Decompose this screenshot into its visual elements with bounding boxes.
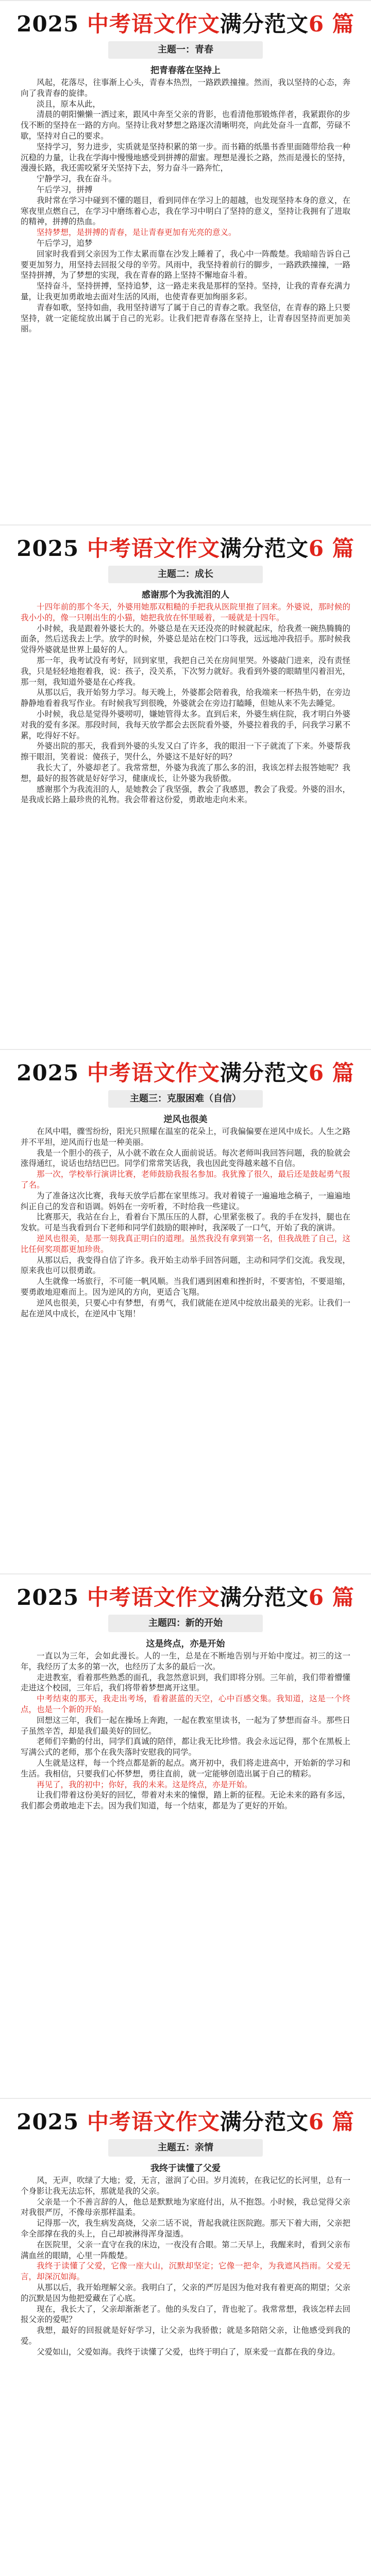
header-black-text: 满分范文: [220, 11, 309, 37]
header-count: 6 篇: [308, 2109, 355, 2134]
header-black-text: 满分范文: [220, 2109, 309, 2134]
highlighted-paragraph: 中考结束的那天，我走出考场，看着湛蓝的天空，心中百感交集。我知道，这是一个终点，也是一个新的开始。: [21, 1694, 350, 1714]
paragraph: 午后学习，拼搏: [37, 184, 93, 194]
essay-body: [21, 1651, 350, 1811]
paragraph: 宁静学习，我在奋斗。: [37, 174, 117, 184]
essay-page: [0, 1049, 371, 1573]
paragraph: 人生就像一场旅行，不可能一帆风顺。当我们遇到困难和挫折时，不要害怕，不要退缩，要勇敢地迎难而上。因为逆风的方向，更适合飞翔。: [21, 1277, 350, 1297]
paragraph: 坚持奋斗，坚持拼搏，坚持追梦，这一路走来我是那样的坚持。坚持，让我的青春充满力量，让我更加勇敢地去面对生活的风雨，也使青春更加绚丽多彩。: [21, 281, 350, 301]
essay-title: 这是终点，亦是开始: [146, 1639, 225, 1649]
paragraph: 我是一个胆小的孩子，从小就不敢在众人面前说话。每次老师叫我回答问题，我的脸就会涨得通红，说话也结结巴巴。同学们常常笑话我，我也因此变得越来越不自信。: [21, 1148, 350, 1168]
header-red-text: 中考语文作文: [87, 2109, 220, 2134]
essay-page: [0, 1573, 371, 2098]
header-black-text: 满分范文: [220, 536, 309, 561]
highlighted-paragraph: 十四年前的那个冬天，外婆用她那双粗糙的手把我从医院里抱了回来。外婆说，那时候的我小小的，像一只刚出生的小猫，她把我放在怀里暖着，一暖就是十四年。: [21, 602, 350, 622]
paragraph: 青春如歌，坚持如曲，我用坚持谱写了属于自己的青春之歌。我坚信，在青春的路上只要坚持，就一定能绽放出属于自己的光彩。让我们把青春落在坚持上，让青春因坚持而更加美丽。: [21, 302, 350, 334]
paragraph: 风，无声，吹绿了大地；爱，无言，滋润了心田。岁月流转，在我记忆的长河里，总有一个身影让我无法忘怀，那就是我的父亲。: [21, 2176, 350, 2196]
paragraph: 小时候，我总是觉得外婆唠叨，嫌她管得太多。直到后来，外婆生病住院，我才明白外婆对我的爱有多深。那段时间，我每天放学都会去医院看外婆，外婆拉着我的手，问我学习累不累，吃得好不好。: [21, 709, 350, 740]
paragraph: 回想这三年，我们一起在操场上奔跑，一起在教室里读书，一起为了梦想而奋斗。那些日子虽然辛苦，却是我们最美好的回忆。: [21, 1715, 350, 1736]
header-count: 6 篇: [308, 536, 355, 561]
header-year: 2025: [16, 11, 79, 37]
highlighted-paragraph: 再见了，我的初中；你好，我的未来。这是终点，亦是开始。: [37, 1780, 252, 1789]
paragraph: 小时候，我是跟着外婆长大的。外婆总是在天还没亮的时候就起床，给我煮一碗热腾腾的面条，然后送我去上学。放学的时候，外婆总是站在校门口等我，远远地冲我招手。那时候我觉得外婆就是世界上最好的人。: [21, 623, 350, 655]
header-black-text: 满分范文: [220, 1060, 309, 1086]
header-red-text: 中考语文作文: [87, 1060, 220, 1086]
header-count: 6 篇: [308, 1060, 355, 1086]
paragraph: 我想，最好的回报就是好好学习，让父亲为我骄傲；就是多陪陪父亲，让他感受到我的爱。: [21, 2326, 350, 2346]
highlighted-paragraph: 逆风也很美，是那一刻我真正明白的道理。虽然我没有拿到第一名，但我战胜了自己，这比任何奖项都更加珍贵。: [21, 1233, 350, 1254]
essay-title: 感谢那个为我流泪的人: [142, 590, 229, 600]
header-red-text: 中考语文作文: [87, 536, 220, 561]
paragraph: 一直以为三年，会如此漫长。人的一生，总是在不断地告别与开始中度过。初三的这一年，我经历了太多的第一次，也经历了太多的最后一次。: [21, 1651, 350, 1671]
header-count: 6 篇: [308, 11, 355, 37]
paragraph: 为了准备这次比赛，我每天放学后都在家里练习。我对着镜子一遍遍地念稿子，一遍遍地纠正自己的发音和语调。妈妈在一旁听着，不时给我一些建议。: [21, 1191, 350, 1211]
paragraph: 从那以后，我开始理解父亲。我明白了，父亲的严厉是因为他对我有着更高的期望；父亲的沉默是因为他把爱藏在了心底。: [21, 2282, 350, 2303]
paragraph: 外婆出院的那天，我看到外婆的头发又白了许多，我的眼泪一下子就流了下来。外婆帮我擦干眼泪，笑着说：傻孩子，哭什么，外婆这不是好好的吗？: [21, 741, 350, 762]
paragraph: 老师们辛勤的付出，同学们真诚的陪伴，都让我无比珍惜。我会永远记得，那个在黑板上写满公式的老师，那个在我失落时安慰我的同学。: [21, 1737, 350, 1757]
paragraph: 在医院里，父亲一直守在我的床边，一夜没有合眼。第二天早上，我醒来时，看到父亲布满血丝的眼睛，心里一阵酸楚。: [21, 2240, 350, 2260]
essay-title: 把青春落在坚持上: [150, 65, 221, 76]
header-black-text: 满分范文: [220, 1585, 309, 1610]
header-year: 2025: [16, 1060, 79, 1086]
paragraph: 人生就是这样，每一个终点都是新的起点。离开初中，我们将走进高中，开始新的学习和生活。我相信，只要我们心怀梦想，勇往直前，就一定能够创造出属于自己的精彩。: [21, 1758, 350, 1778]
paragraph: 比赛那天，我站在台上，看着台下黑压压的人群，心里紧张极了。我的手在发抖，腿也在发软。可是当我看到台下老师和同学们鼓励的眼神时，我深吸了一口气，开始了我的演讲。: [21, 1212, 350, 1233]
paragraph: 午后学习，追梦: [37, 238, 93, 248]
paragraph: 坚持学习，努力进步，实质就是坚持积累的第一步。而书籍的纸墨书香里面随带给我一种沉稳的力量，让我在学海中慢慢地感受到拼搏的甜蜜。理想是漫长之路，然而是漫长的坚持，漫漫长路，我还需咬紧牙关坚持下去，努力奋斗一路奔忙，: [21, 142, 350, 173]
header-red-text: 中考语文作文: [87, 1585, 220, 1610]
essay-body: [21, 1126, 350, 1319]
paragraph: 从那以后，我变得自信了许多。我开始主动举手回答问题，主动和同学们交流。我发现，原来我也可以很勇敢。: [21, 1255, 350, 1276]
paragraph: 走进教室，看着那些熟悉的面孔，我忽然意识到，我们即将分别。三年前，我们带着懵懂走进这个校园，三年后，我们将带着梦想离开这里。: [21, 1672, 350, 1693]
paragraph: 清晨的朝阳懒懒一洒过来，跟风中奔至父亲的背影，也看清他那锻炼伴者，我紧跟你的步伐不断的坚持在一路的方向。坚持让我对梦想之路逐次清晰明亮，向此处奋斗一直都，劳碌不歇，坚持对自己的要求。: [21, 110, 350, 141]
page-header: [0, 1056, 371, 1087]
paragraph: 风起，花落尽，往事渐上心头，青春本热烈，一路跌跌撞撞。然而，我以坚持的心态，奔向了我青春的旋律。: [21, 78, 350, 98]
paragraph: 淡且，原本从此，: [37, 99, 101, 109]
essay-page: [0, 2098, 371, 2576]
header-year: 2025: [16, 536, 79, 561]
paragraph: 从那以后，我开始努力学习。每天晚上，外婆都会陪着我，给我端来一杯热牛奶，在旁边静静地看着我写作业。有时候我写到很晚，外婆就会在旁边打瞌睡，但她从来不先去睡觉。: [21, 688, 350, 708]
header-count: 6 篇: [308, 1585, 355, 1610]
highlighted-paragraph: 那一次，学校举行演讲比赛，老师鼓励我报名参加。我犹豫了很久，最后还是鼓起勇气报了名。: [21, 1170, 350, 1190]
paragraph: 我时常在学习中碰到不懂的题目，看到同伴在学习上的超越，也发现坚持本身的意义，在寒夜里点燃自己，在学习中磨练着心志，我在学习中明白了坚持的意义，坚持让我拥有了进取的精神，拼搏的热血。: [21, 195, 350, 227]
paragraph: 感谢那个为我流泪的人，是她教会了我坚强，教会了我感恩，教会了我爱。外婆的泪水，是我成长路上最珍贵的礼物。我会带着这份爱，勇敢地走向未来。: [21, 784, 350, 805]
essay-title: 我终于读懂了父爱: [150, 2163, 221, 2174]
paragraph: 那一年，我考试没有考好，回到家里，我把自己关在房间里哭。外婆敲门进来，没有责怪我，只是轻轻地抱着我，说：孩子，没关系，下次努力就好。我看到外婆的眼睛里闪着泪光，那一刻，我知道外婆是在心疼我。: [21, 655, 350, 687]
page-header: [0, 532, 371, 563]
paragraph: 父亲是一个不善言辞的人，他总是默默地为家庭付出，从不抱怨。小时候，我总觉得父亲对我很严厉，不像母亲那样温柔。: [21, 2197, 350, 2217]
essay-body: [21, 77, 350, 334]
paragraph: 逆风也很美，只要心中有梦想，有勇气，我们就能在逆风中绽放出最美的光彩。让我们一起在逆风中成长，在逆风中飞翔！: [21, 1298, 350, 1318]
essay-body: [21, 602, 350, 805]
highlighted-paragraph: 坚持梦想，是拼搏的青春，是让青春更加有光亮的意义。: [37, 228, 237, 238]
highlighted-paragraph: 我终于读懂了父爱，它像一座大山，沉默却坚定；它像一把伞，为我遮风挡雨。父爱无言，却深沉如海。: [21, 2261, 350, 2282]
page-header: [0, 1581, 371, 1612]
topic-label: 主题二：成长: [108, 566, 263, 583]
essay-page: [0, 0, 371, 524]
topic-label: 主题五：亲情: [108, 2139, 263, 2157]
essay-title: 逆风也很美: [163, 1114, 208, 1125]
header-red-text: 中考语文作文: [87, 11, 220, 37]
paragraph: 记得那一次，我生病发高烧，父亲二话不说，背起我就往医院跑。那天下着大雨，父亲把伞全部撑在我的头上，自己却被淋得浑身湿透。: [21, 2218, 350, 2239]
paragraph: 让我们带着这份美好的回忆，带着对未来的憧憬，踏上新的征程。无论未来的路有多远，我们都会勇敢地走下去。因为我们知道，每一个结束，都是为了更好的开始。: [21, 1790, 350, 1811]
header-year: 2025: [16, 2109, 79, 2134]
essay-page: [0, 524, 371, 1049]
paragraph: 在风中唱，骤雪纷纷，阳光只照耀在温室的花朵上，可我偏偏要在逆风中成长。人生之路并不平坦，逆风而行也是一种美丽。: [21, 1127, 350, 1147]
paragraph: 回家时我看到父亲因为工作太累而靠在沙发上睡着了，我心中一阵酸楚。我暗暗告诉自己要更加努力，用坚持去回报父母的辛劳。风雨中，我坚持着前行的脚步，一路跌跌撞撞，一路坚持拼搏，为了梦想的实现，我在青春的路上坚持不懈地奋斗着。: [21, 249, 350, 280]
topic-label: 主题一：青春: [108, 41, 263, 59]
topic-label: 主题三：克服困难（自信）: [108, 1090, 263, 1108]
header-year: 2025: [16, 1585, 79, 1610]
essay-body: [21, 2175, 350, 2358]
page-header: [0, 7, 371, 38]
paragraph: 我长大了，外婆却老了。我常常想，外婆为我流了那么多的泪，我该怎样去报答她呢？我想，最好的报答就是好好学习，健康成长，让外婆为我骄傲。: [21, 762, 350, 783]
paragraph: 现在，我长大了，父亲却渐渐老了。他的头发白了，背也驼了。我常常想，我该怎样去回报父亲的爱呢？: [21, 2304, 350, 2325]
paragraph: 父爱如山，父爱如海。我终于读懂了父爱，也终于明白了，原来爱一直都在我的身边。: [37, 2347, 341, 2357]
page-header: [0, 2105, 371, 2136]
topic-label: 主题四：新的开始: [108, 1615, 263, 1632]
